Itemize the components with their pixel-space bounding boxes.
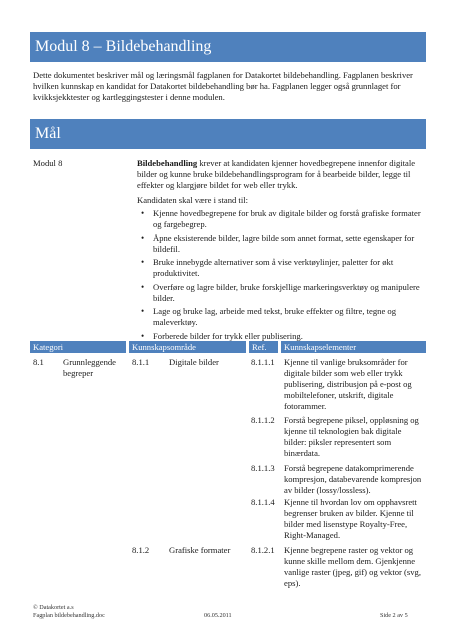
table-header-category: Kategori: [30, 341, 126, 353]
area-number: 8.1.2: [132, 545, 150, 555]
footer-filename: Fagplan bildebehandling.doc: [33, 612, 105, 619]
goal-item: • Kjenne hovedbegrepene for bruk av digitale bilder og forstå grafiske formater og fargebegrep.: [137, 208, 425, 230]
goal-item: • Bruke innebygde alternativer som å vise verktøylinjer, paletter for økt produktivitet.: [137, 257, 425, 279]
area-name: Digitale bilder: [169, 357, 219, 367]
module-description: [137, 158, 425, 191]
table-header-ref: Ref.: [249, 341, 278, 353]
goal-item: • Forberede bilder for trykk eller publisering.: [137, 331, 425, 342]
description-rest: krever at kandidaten kjenner hovedbegrepene innenfor digitale bilder og kunne bruke bildebehandlingsprogram for å bearbeide bilder, legge til effekter og klargjøre bildet for web eller trykk.: [137, 158, 416, 190]
footer-copyright: © Datakortet a.s: [33, 604, 74, 611]
element-ref: 8.1.1.1: [251, 357, 275, 367]
goal-item: • Åpne eksisterende bilder, lagre bilde som annet format, sette egenskaper for bildefil.: [137, 233, 425, 255]
element-text: Forstå begrepene datakomprimerende kompresjon, databevarende kompresjon av bilder (lossy/lossless).: [284, 463, 422, 495]
element-text: Kjenne begrepene raster og vektor og kunne skille mellom dem. Gjenkjenne vanlige raster (jpeg, gif) og vektor (svg, eps).: [284, 545, 421, 588]
footer-page-number: Side 2 av 5: [380, 612, 408, 619]
element-ref: 8.1.1.3: [251, 463, 275, 473]
table-header-area: Kunnskapsområde: [129, 341, 246, 353]
element-ref: 8.1.2.1: [251, 545, 275, 555]
area-name: Grafiske formater: [169, 545, 231, 555]
description-bold: Bildebehandling: [137, 158, 198, 168]
element-text: Forstå begrepene piksel, oppløsning og kjenne til teknologien bak digitale bilder: piksler representert som binærdata.: [284, 415, 419, 458]
bullets-intro: Kandidaten skal være i stand til:: [137, 195, 248, 205]
element-text: Kjenne til hvordan lov om opphavsrett begrenser bruken av bilder. Kjenne til bilder med lisenstype Royalty-Free, Right-Managed.: [284, 497, 417, 540]
footer-date: 06.05.2011: [204, 612, 232, 619]
module-label: Modul 8: [33, 158, 63, 168]
table-header-elements: Kunnskapselementer: [281, 341, 426, 353]
intro-paragraph: Dette dokumentet beskriver mål og læringsmål fagplanen for Datakortet bildebehandling. Fagplanen beskriver hvilken kunnskap en kandidat for Datakortet bildebehandling bør ha. Fagplanen legger også grunnlaget for kvikksjekktester og kartleggingstester i denne modulen.: [33, 70, 413, 102]
element-ref: 8.1.1.4: [251, 497, 275, 507]
goal-item: • Lage og bruke lag, arbeide med tekst, bruke effekter og filtre, tegne og maleverktøy.: [137, 306, 425, 328]
goal-heading: Mål: [35, 125, 61, 142]
section-title-bar: [30, 32, 426, 62]
section-title: Modul 8 – Bildebehandling: [35, 38, 212, 55]
element-ref: 8.1.1.2: [251, 415, 275, 425]
goal-heading-bar: [30, 119, 426, 149]
goal-item: • Overføre og lagre bilder, bruke forskjellige markeringsverktøy og manipulere bilder.: [137, 282, 425, 304]
goal-list: [137, 208, 425, 345]
category-number: 8.1: [33, 357, 44, 367]
element-text: Kjenne til vanlige bruksområder for digitale bilder som web eller trykk publisering, distribusjon på e-post og mobiltelefoner, utskrift, digitale fotorammer.: [284, 357, 412, 411]
area-number: 8.1.1: [132, 357, 150, 367]
category-name: Grunnleggende begreper: [63, 357, 116, 378]
